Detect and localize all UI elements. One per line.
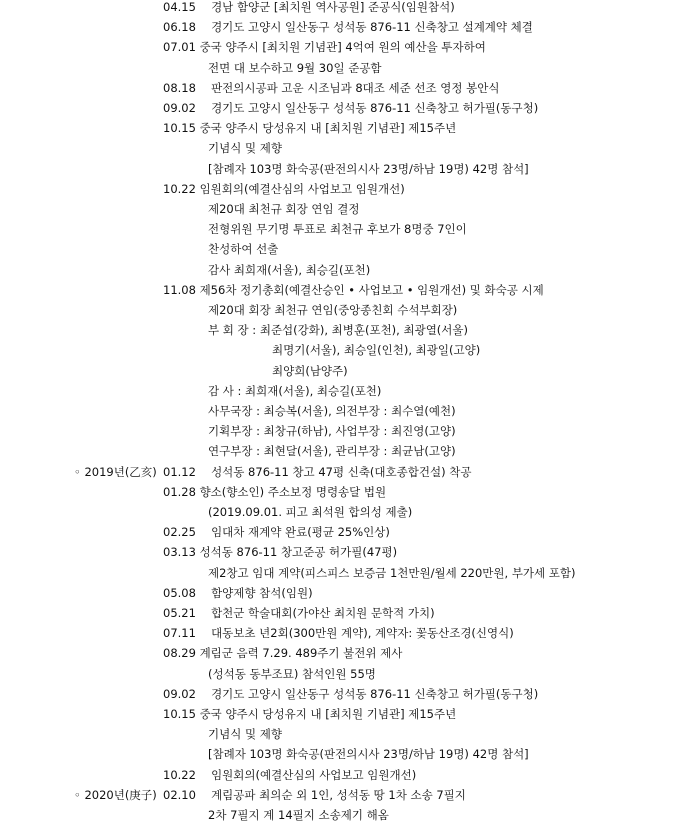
document-line: 최명기(서울), 최승일(인천), 최광일(고양) bbox=[272, 343, 481, 358]
document-line: 01.28 향소(향소인) 주소보정 명령송달 법원 bbox=[163, 484, 387, 499]
document-line: (성석동 동부조묘) 참석인원 55명 bbox=[208, 666, 376, 681]
document-line: 부 회 장 : 최준섭(강화), 최병훈(포천), 최광열(서울) bbox=[208, 323, 468, 338]
year-marker: ◦ 2019년(乙亥) bbox=[74, 464, 157, 479]
document-line: 04.15 경남 함양군 [최치원 역사공원] 준공식(임원참석) bbox=[163, 0, 455, 14]
document-line: [참례자 103명 화숙공(판전의시사 23명/하남 19명) 42명 참석] bbox=[208, 161, 529, 176]
document-line: 최양희(남양주) bbox=[272, 363, 348, 378]
document-line: 06.18 경기도 고양시 일산동구 성석동 876-11 신축창고 설계계약 체결 bbox=[163, 20, 533, 35]
document-line: 제2창고 임대 계약(피스피스 보증금 1천만원/월세 220만원, 부가세 포함) bbox=[208, 565, 576, 580]
document-line: 10.15 중국 양주시 당성유지 내 [최치원 기념관] 제15주년 bbox=[163, 121, 457, 136]
document-line: 11.08 제56차 정기총회(예결산승인 • 사업보고 • 임원개선) 및 화숙공 시제 bbox=[163, 282, 544, 297]
document-line: 10.22 임원회의(예결산심의 사업보고 임원개선) bbox=[163, 181, 405, 196]
document-line: 제20대 최천규 회장 연임 결정 bbox=[208, 202, 360, 216]
document-line: 02.10 계림공파 최의순 외 1인, 성석동 땅 1차 소송 7필지 bbox=[163, 787, 466, 802]
document-line: 전면 대 보수하고 9월 30일 준공함 bbox=[208, 60, 382, 75]
document-line: 09.02 경기도 고양시 일산동구 성석동 876-11 신축창고 허가필(동구청) bbox=[163, 101, 539, 115]
year-marker: ◦ 2020년(庚子) bbox=[74, 787, 157, 802]
document-line: 05.21 합천군 학술대회(가야산 최치원 문학적 가치) bbox=[163, 606, 435, 620]
document-line: 10.22 임원회의(예결산심의 사업보고 임원개선) bbox=[163, 767, 417, 782]
document-line: [참례자 103명 화숙공(판전의시사 23명/하남 19명) 42명 참석] bbox=[208, 747, 529, 762]
document-line: 사무국장 : 최승복(서울), 의전부장 : 최수열(예천) bbox=[208, 404, 456, 418]
document-line: 05.08 함양제향 참석(임원) bbox=[163, 585, 313, 600]
document-line: 07.01 중국 양주시 [최치원 기념관] 4억여 원의 예산을 투자하여 bbox=[163, 40, 486, 55]
document-line: 02.25 임대차 재계약 완료(평균 25%인상) bbox=[163, 525, 390, 540]
document-line: 09.02 경기도 고양시 일산동구 성석동 876-11 신축창고 허가필(동구청) bbox=[163, 686, 539, 701]
document-line: 기획부장 : 최창규(하남), 사업부장 : 최진영(고양) bbox=[208, 424, 456, 439]
document-line: 전형위원 무기명 투표로 최천규 후보가 8명중 7인이 bbox=[208, 222, 467, 237]
document-line: 10.15 중국 양주시 당성유지 내 [최치원 기념관] 제15주년 bbox=[163, 707, 457, 721]
document-line: 기념식 및 제향 bbox=[208, 727, 282, 742]
document-line: 감사 최희재(서울), 최승길(포천) bbox=[208, 262, 371, 277]
document-line: 03.13 성석동 876-11 창고준공 허가필(47평) bbox=[163, 545, 398, 560]
document-line: 2차 7필지 계 14필지 소송제기 해옴 bbox=[208, 808, 389, 822]
document-line: 찬성하여 선출 bbox=[208, 242, 279, 257]
document-line: 연구부장 : 최현달(서울), 관리부장 : 최균남(고양) bbox=[208, 444, 456, 459]
document-line: 제20대 회장 최천규 연임(중앙종친회 수석부회장) bbox=[208, 303, 458, 317]
document-line: 감 사 : 최희재(서울), 최승길(포천) bbox=[208, 383, 382, 398]
document-line: (2019.09.01. 피고 최석원 합의성 제출) bbox=[208, 505, 413, 519]
document-line: 08.18 판전의시공파 고운 시조님과 8대조 세준 선조 영정 봉안식 bbox=[163, 80, 500, 95]
document-line: 기념식 및 제향 bbox=[208, 141, 282, 156]
document-line: 01.12 성석동 876-11 창고 47평 신축(대호종합건설) 착공 bbox=[163, 464, 472, 479]
document-line: 08.29 계림군 음력 7.29. 489주기 불전위 제사 bbox=[163, 646, 403, 661]
document-line: 07.11 대동보초 년2회(300만원 계약), 계약자: 꽃동산조경(신영식) bbox=[163, 626, 514, 641]
